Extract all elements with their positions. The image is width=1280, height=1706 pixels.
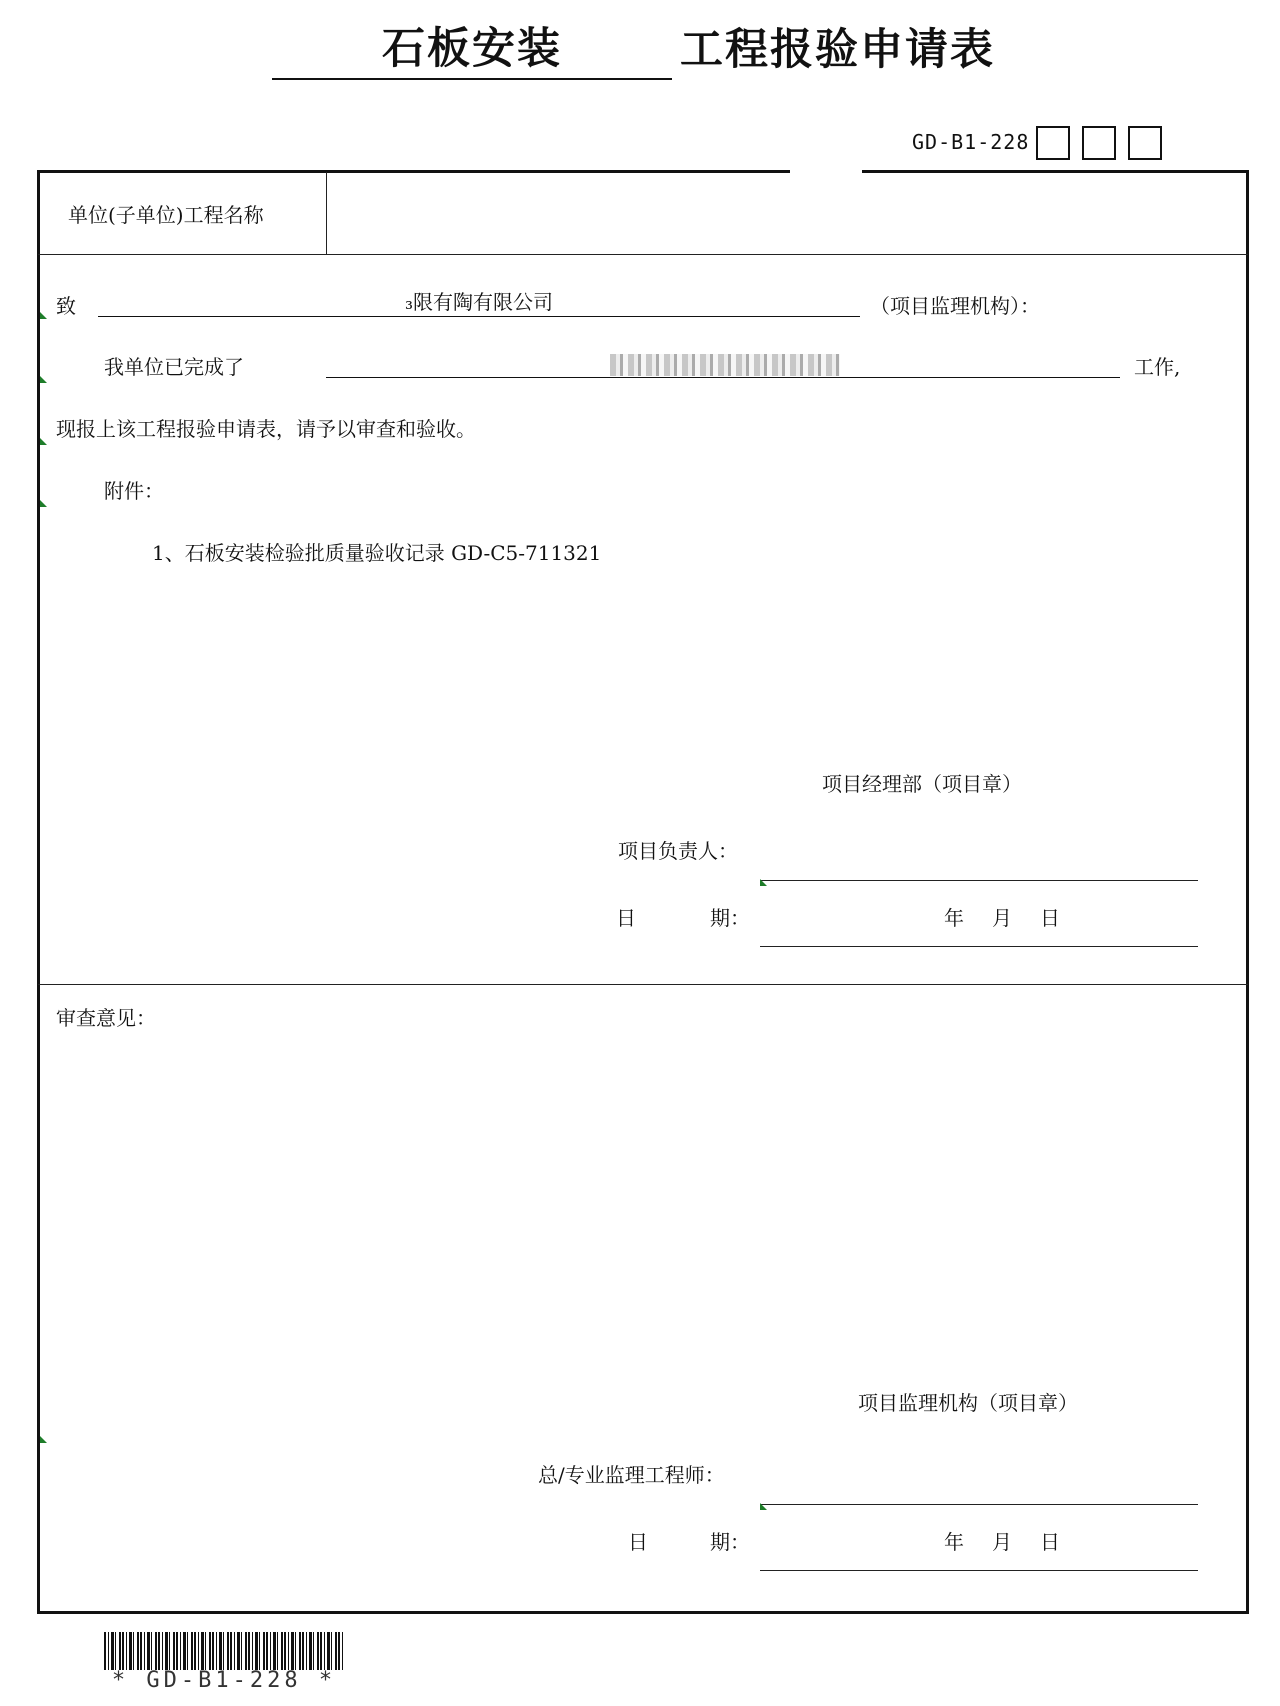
to-company: ₃限有陶有限公司 bbox=[404, 290, 554, 314]
attachments-label: 附件： bbox=[104, 479, 164, 503]
engineer-signature-line[interactable] bbox=[760, 1504, 1198, 1505]
code-box-1[interactable] bbox=[1036, 126, 1070, 160]
margin-tick bbox=[40, 376, 47, 383]
contractor-date-label-a: 日 bbox=[616, 906, 636, 930]
row-divider-2 bbox=[38, 984, 1248, 985]
review-date-label-a: 日 bbox=[628, 1530, 648, 1554]
contractor-stamp-label: 项目经理部（项目章） bbox=[822, 772, 1022, 796]
unit-label: 单位(子单位)工程名称 bbox=[68, 203, 264, 227]
margin-tick bbox=[760, 879, 767, 886]
form-code: GD-B1-228 bbox=[912, 130, 1030, 154]
title-subject: 石板安装 bbox=[272, 18, 672, 80]
responsible-signature-line[interactable] bbox=[760, 880, 1198, 881]
code-box-3[interactable] bbox=[1128, 126, 1162, 160]
margin-tick bbox=[40, 500, 47, 507]
redacted-work-name bbox=[610, 354, 840, 376]
contractor-day: 日 bbox=[1040, 906, 1060, 930]
request-text: 现报上该工程报验申请表，请予以审查和验收。 bbox=[56, 417, 476, 441]
row-divider-1 bbox=[38, 254, 1248, 255]
to-prefix: 致 bbox=[56, 294, 76, 318]
barcode bbox=[104, 1632, 344, 1670]
margin-tick bbox=[760, 1503, 767, 1510]
page-title: 工程报验申请表 bbox=[680, 25, 995, 75]
review-day: 日 bbox=[1040, 1530, 1060, 1554]
contractor-month: 月 bbox=[992, 906, 1012, 930]
review-stamp-label: 项目监理机构（项目章） bbox=[858, 1391, 1078, 1415]
responsible-label: 项目负责人： bbox=[618, 839, 738, 863]
unit-divider bbox=[326, 172, 327, 254]
completed-suffix: 工作, bbox=[1134, 355, 1181, 379]
review-date-line[interactable] bbox=[760, 1570, 1198, 1571]
attachment-item-1: 1、石板安装检验批质量验收记录 GD-C5-711321 bbox=[152, 541, 602, 565]
barcode-text: * GD-B1-228 * bbox=[111, 1668, 337, 1693]
review-date-label-b: 期： bbox=[710, 1530, 750, 1554]
to-suffix: （项目监理机构）： bbox=[870, 294, 1040, 318]
contractor-year: 年 bbox=[944, 906, 964, 930]
contractor-date-label-b: 期： bbox=[710, 906, 750, 930]
margin-tick bbox=[40, 312, 47, 319]
review-month: 月 bbox=[992, 1530, 1012, 1554]
code-box-2[interactable] bbox=[1082, 126, 1116, 160]
unit-name-field[interactable] bbox=[330, 174, 1240, 252]
engineer-label: 总/专业监理工程师： bbox=[538, 1463, 725, 1487]
margin-tick bbox=[40, 1436, 47, 1443]
to-company-field[interactable] bbox=[98, 290, 860, 317]
contractor-date-line[interactable] bbox=[760, 946, 1198, 947]
review-opinion-area[interactable] bbox=[56, 1040, 1236, 1360]
review-year: 年 bbox=[944, 1530, 964, 1554]
completed-prefix: 我单位已完成了 bbox=[104, 355, 244, 379]
margin-tick bbox=[40, 438, 47, 445]
review-label: 审查意见： bbox=[56, 1006, 156, 1030]
